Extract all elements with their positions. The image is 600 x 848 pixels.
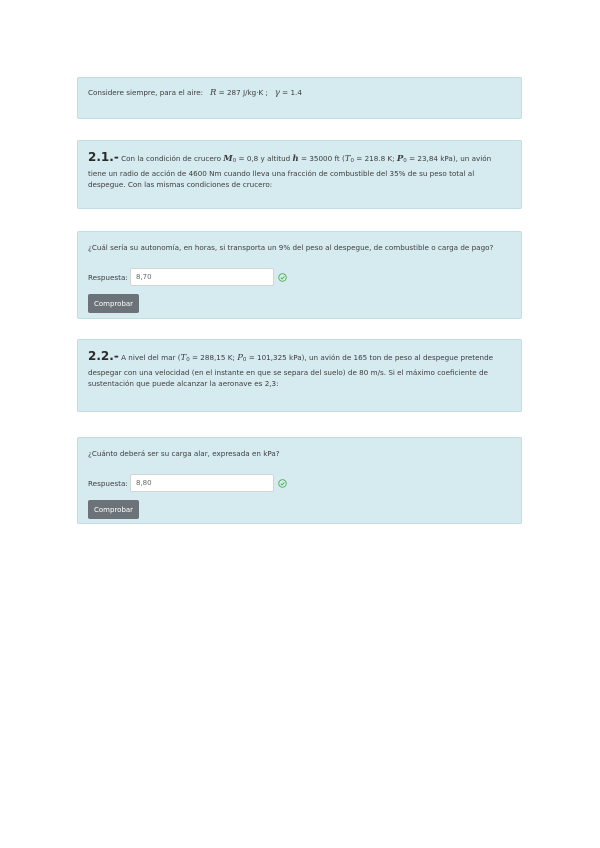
answer-row-2 xyxy=(88,474,287,492)
answer-value-1: 8,70 xyxy=(136,273,152,281)
problem-2-1-card xyxy=(77,140,522,209)
question-1-text: ¿Cuál sería su autonomía, en horas, si transporta un 9% del peso al despegue, de combustible o carga de pago? xyxy=(88,243,494,252)
problem-2-1-number: 2.1.- xyxy=(88,150,119,164)
problem-2-1-text-d: = 218.8 K; xyxy=(356,154,395,163)
answer-label: Respuesta: xyxy=(88,478,128,488)
t-symbol: T xyxy=(180,353,187,363)
problem-2-2-card xyxy=(77,339,522,412)
p-sub: 0 xyxy=(403,158,407,164)
problem-2-2-text-b: = 288,15 K; xyxy=(192,353,235,362)
mach-symbol: M xyxy=(223,154,233,164)
constants-card xyxy=(77,77,522,119)
r-symbol: R xyxy=(209,88,217,98)
answer-input-2[interactable] xyxy=(130,474,274,492)
problem-2-1-text-c: = 35000 ft ( xyxy=(301,154,345,163)
problem-2-2-statement xyxy=(88,351,511,390)
gamma-value: = 1.4 xyxy=(282,88,302,97)
t-sub: 0 xyxy=(350,158,354,164)
question-2-text: ¿Cuánto deberá ser su carga alar, expresada en kPa? xyxy=(88,449,280,458)
mach-sub: 0 xyxy=(232,158,237,164)
check-circle-icon xyxy=(278,479,287,488)
question-1-card xyxy=(77,231,522,319)
p-symbol: P xyxy=(237,353,243,363)
problem-2-1-text-a: Con la condición de crucero xyxy=(121,154,221,163)
check-button-1[interactable]: Comprobar xyxy=(88,294,139,313)
constants-text xyxy=(88,87,302,99)
answer-row-1 xyxy=(88,268,287,286)
problem-2-1-statement xyxy=(88,152,511,191)
answer-value-2: 8,80 xyxy=(136,479,152,487)
p-symbol: P xyxy=(396,154,404,164)
t-sub: 0 xyxy=(186,357,190,363)
t-symbol: T xyxy=(344,154,351,164)
p-sub: 0 xyxy=(242,357,247,363)
problem-2-1-text-e: = 23,84 kPa), un avión tiene un radio de acción de 4600 Nm cuando lleva una fracción de combustible del 35% de su peso total al despegue. Con las mismas condiciones de crucero: xyxy=(88,154,492,189)
check-circle-icon xyxy=(278,273,287,282)
answer-label: Respuesta: xyxy=(88,272,128,282)
problem-2-1-text-b: = 0,8 y altitud xyxy=(238,154,291,163)
h-symbol: h xyxy=(292,154,299,164)
question-2-card xyxy=(77,437,522,524)
gamma-symbol: γ xyxy=(274,88,280,98)
r-value: = 287 J/kg·K ; xyxy=(218,88,268,97)
problem-2-2-text-a: A nivel del mar ( xyxy=(121,353,181,362)
answer-input-1[interactable] xyxy=(130,268,274,286)
check-button-2[interactable]: Comprobar xyxy=(88,500,139,519)
problem-2-2-number: 2.2.- xyxy=(88,349,119,363)
constants-lead: Considere siempre, para el aire: xyxy=(88,88,204,97)
problem-2-2-text-c: = 101,325 kPa), un avión de 165 ton de peso al despegue pretende despegar con una velocidad (en el instante en que se separa del suelo) de 80 m/s. Si el máximo coeficiente de sustentación que puede alcanzar la aeronave es 2,3: xyxy=(88,353,494,388)
